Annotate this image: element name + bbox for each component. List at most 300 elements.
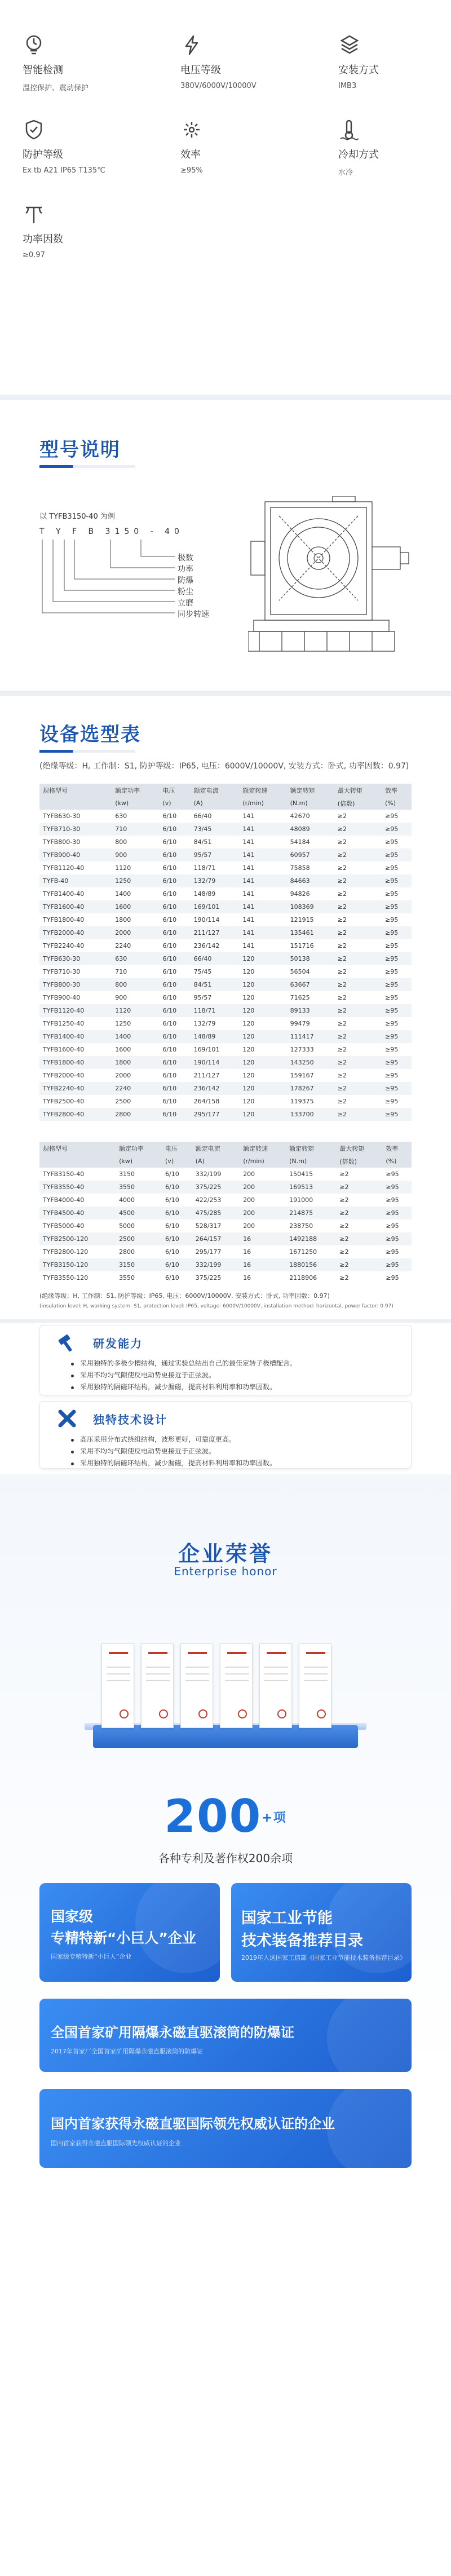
table-row xyxy=(39,978,412,991)
table-row xyxy=(39,1004,412,1017)
list-item: 采用不均匀气隙使反电动势更接近于正弦波。 xyxy=(71,1370,297,1380)
model-example: 以 TYFB3150-40 为例 xyxy=(39,512,115,521)
feature-title: 安装方式 xyxy=(338,64,379,76)
feature-title: 冷却方式 xyxy=(338,149,379,161)
table-cell: 1880156 xyxy=(289,1261,317,1269)
table-cell: 800 xyxy=(115,981,127,988)
table-cell: ≥2 xyxy=(339,1235,349,1243)
table-cell: 120 xyxy=(242,1085,255,1092)
table-row xyxy=(39,900,412,913)
table-cell: 75/45 xyxy=(193,968,212,975)
table-cell: ≥2 xyxy=(337,1098,347,1105)
cross-icon xyxy=(57,1408,77,1429)
table-row xyxy=(39,1095,412,1108)
table-cell: 6/10 xyxy=(165,1261,179,1269)
table-cell: ≥95 xyxy=(385,903,399,911)
table-cell: 75858 xyxy=(290,864,310,872)
table-cell: ≥2 xyxy=(337,1111,347,1118)
badge-title: 国内首家获得永磁直驱国际领先权威认证的企业 xyxy=(51,2116,335,2132)
table-cell: 120 xyxy=(242,1007,255,1014)
table-cell: TYFB2000-40 xyxy=(43,1072,85,1079)
section-divider xyxy=(0,1319,451,1323)
table-cell: 141 xyxy=(242,864,255,872)
table-cell: TYFB800-30 xyxy=(43,838,81,846)
table-cell: 200 xyxy=(243,1196,255,1204)
col-header: 最大转矩 xyxy=(339,1145,365,1152)
badge-subtitle: 2017年首家厂全国首家矿用隔爆永磁直驱滚筒的防爆证 xyxy=(51,2048,203,2055)
col-header: 额定功率 xyxy=(115,787,140,794)
table-cell: ≥2 xyxy=(337,812,347,820)
badge-subtitle: 2019年入选国家工信部《国家工业节能技术装备推荐目录》 xyxy=(241,1954,406,1961)
table-cell: 2000 xyxy=(115,1072,131,1079)
table-cell: 6/10 xyxy=(162,851,177,859)
table-cell: 211/127 xyxy=(193,1072,220,1079)
table-cell: TYFB5000-40 xyxy=(43,1222,85,1230)
table-cell: 190/114 xyxy=(193,1059,220,1066)
table-cell: ≥95 xyxy=(385,851,399,859)
table-cell: 94826 xyxy=(290,890,310,898)
feature-protection xyxy=(23,118,158,203)
table-cell: 422/253 xyxy=(195,1196,222,1204)
table-cell: ≥95 xyxy=(386,1209,399,1217)
table-cell: TYFB710-30 xyxy=(43,968,81,975)
list-item: 采用独特的多极少槽结构，通过实验总结出自己的最佳定转子极槽配合。 xyxy=(71,1358,297,1368)
table-unit-row xyxy=(39,797,412,810)
table-cell: 141 xyxy=(242,942,255,949)
col-header: 额定转矩 xyxy=(290,787,315,794)
table-row xyxy=(39,1030,412,1043)
table-cell: 900 xyxy=(115,851,127,859)
table-row xyxy=(39,1245,412,1258)
table-cell: 710 xyxy=(115,825,127,833)
card-header xyxy=(57,1332,143,1353)
section-divider xyxy=(0,691,451,696)
legend-item: 极数 xyxy=(178,554,193,563)
table-cell: 2000 xyxy=(115,929,131,936)
table-cell: 200 xyxy=(243,1170,255,1178)
table-cell: 2500 xyxy=(115,1098,131,1105)
table-cell: 332/199 xyxy=(195,1261,222,1269)
table-cell: 332/199 xyxy=(195,1170,222,1178)
table-cell: ≥95 xyxy=(386,1274,399,1282)
col-unit: (A) xyxy=(193,799,203,807)
col-header: 电压 xyxy=(162,787,175,794)
table-cell: ≥95 xyxy=(385,1046,399,1053)
table-cell: ≥2 xyxy=(337,1072,347,1079)
table-cell: TYFB900-40 xyxy=(43,851,81,859)
table-cell: 1400 xyxy=(115,1033,131,1040)
table-cell: 6/10 xyxy=(162,1020,177,1027)
honor-badge-international-cert xyxy=(39,2089,412,2168)
table-row xyxy=(39,1271,412,1284)
card-title: 独特技术设计 xyxy=(93,1412,167,1426)
table-cell: 141 xyxy=(242,929,255,936)
table-cell: 6/10 xyxy=(165,1209,179,1217)
list-item: 高压采用分布式绕组结构，波形更好，可靠度更高。 xyxy=(71,1434,276,1444)
card-title: 研发能力 xyxy=(93,1336,143,1350)
table-cell: 6/10 xyxy=(162,1059,177,1066)
col-header: 最大转矩 xyxy=(337,787,362,794)
table-cell: 2240 xyxy=(115,942,131,949)
table-cell: 66/40 xyxy=(193,812,212,820)
footnote-cn: (绝缘等级：H, 工作制：S1, 防护等级：IP65, 电压：6000V/10000V, 安装方式：卧式, 功率因数：0.97) xyxy=(39,1292,330,1300)
col-unit: (倍数) xyxy=(339,1157,357,1165)
selection-note: (绝缘等级：H, 工作制：S1, 防护等级：IP65, 电压：6000V/10000V, 安装方式：卧式, 功率因数：0.97) xyxy=(39,762,409,771)
table-cell: 200 xyxy=(243,1222,255,1230)
table-header-row xyxy=(39,784,412,797)
table-cell: 6/10 xyxy=(162,825,177,833)
table-cell: TYFB1600-40 xyxy=(43,903,85,911)
table-cell: ≥95 xyxy=(385,1033,399,1040)
tech-card xyxy=(39,1401,412,1469)
table-cell: ≥95 xyxy=(386,1261,399,1269)
table-cell: TYFB4500-40 xyxy=(43,1209,85,1217)
feature-title: 防护等级 xyxy=(23,149,63,161)
table-row xyxy=(39,887,412,900)
table-cell: TYFB3550-40 xyxy=(43,1183,85,1191)
col-unit: (倍数) xyxy=(337,799,355,807)
col-unit xyxy=(39,1155,116,1168)
table-row xyxy=(39,1069,412,1082)
table-cell: 141 xyxy=(242,877,255,885)
feature-value: 温控保护、震动保护 xyxy=(23,84,89,92)
legend-item: 同步转速 xyxy=(178,610,209,619)
badge-title-line2: 专精特新“小巨人”企业 xyxy=(51,1930,196,1946)
table-cell: 6/10 xyxy=(162,916,177,924)
table-cell: 6/10 xyxy=(165,1222,179,1230)
table-cell: 375/225 xyxy=(195,1274,222,1282)
table-cell: ≥95 xyxy=(385,994,399,1001)
table-cell: 127333 xyxy=(290,1046,314,1053)
table-cell: TYFB900-40 xyxy=(43,994,81,1001)
table-cell: 16 xyxy=(243,1274,251,1282)
col-header: 效率 xyxy=(385,787,397,794)
table-cell: ≥2 xyxy=(339,1248,349,1256)
table-cell: 120 xyxy=(242,1059,255,1066)
table-cell: ≥2 xyxy=(337,929,347,936)
patent-count-suffix: +项 xyxy=(262,1811,287,1825)
list-item: 采用不均匀气隙使反电动势更接近于正弦波。 xyxy=(71,1446,276,1456)
model-legend-lines xyxy=(39,538,186,617)
table-body xyxy=(39,810,412,1121)
table-cell: 6/10 xyxy=(162,1111,177,1118)
col-header: 效率 xyxy=(386,1145,399,1152)
honor-title: 企业荣誉 xyxy=(178,1541,273,1566)
list-item: 采用独特的隔磁环结构，减少漏磁，提高材料利用率和功率因数。 xyxy=(71,1382,297,1391)
table-row xyxy=(39,1194,412,1207)
table-cell: ≥2 xyxy=(339,1183,349,1191)
footnote-en: (insulation level: H, working system: S1, protection level: IP65, voltage: 6000V/10000V, installation method: horizontal, power factor: 0.97) xyxy=(39,1304,393,1309)
table-cell: ≥95 xyxy=(385,916,399,924)
table-cell: ≥2 xyxy=(339,1196,349,1204)
table-cell: 135461 xyxy=(290,929,314,936)
selection-section-title: 设备选型表 xyxy=(39,723,141,746)
col-unit: (r/min) xyxy=(243,1157,264,1165)
table-cell: 169/101 xyxy=(193,1046,220,1053)
feature-value: 380V/6000V/10000V xyxy=(180,82,257,90)
table-cell: 169/101 xyxy=(193,903,220,911)
feature-cooling xyxy=(338,118,451,203)
table-cell: TYFB1120-40 xyxy=(43,864,85,872)
table-cell: 121915 xyxy=(290,916,314,924)
table-cell: ≥2 xyxy=(337,1020,347,1027)
shield-icon xyxy=(23,118,45,141)
table-cell: 84663 xyxy=(290,877,310,885)
table-cell: ≥95 xyxy=(385,981,399,988)
col-header: 规格型号 xyxy=(43,1145,68,1152)
table-cell: 108369 xyxy=(290,903,314,911)
table-cell: 211/127 xyxy=(193,929,220,936)
table-cell: TYFB2240-40 xyxy=(43,942,85,949)
table-cell: 6/10 xyxy=(162,1072,177,1079)
table-cell: 4500 xyxy=(119,1209,135,1217)
certificate-stage xyxy=(85,1607,366,1759)
table-cell: ≥95 xyxy=(386,1183,399,1191)
table-cell: 120 xyxy=(242,1098,255,1105)
table-cell: 475/285 xyxy=(195,1209,222,1217)
table-row xyxy=(39,1219,412,1232)
table-cell: ≥95 xyxy=(385,955,399,962)
table-row xyxy=(39,926,412,939)
col-header: 额定转速 xyxy=(243,1145,268,1152)
cooling-icon xyxy=(338,118,361,141)
table-cell: 236/142 xyxy=(193,1085,220,1092)
card-list xyxy=(71,1358,297,1394)
table-cell: 1250 xyxy=(115,1020,131,1027)
table-cell: ≥95 xyxy=(385,1059,399,1066)
table-cell: ≥2 xyxy=(337,1059,347,1066)
rd-card xyxy=(39,1325,412,1395)
table-cell: 4000 xyxy=(119,1196,135,1204)
table-cell: 3150 xyxy=(119,1261,135,1269)
badge-title-line2: 技术装备推荐目录 xyxy=(241,1932,363,1950)
table-row xyxy=(39,874,412,887)
table-cell: 71625 xyxy=(290,994,310,1001)
table-header-row xyxy=(39,1142,412,1155)
badge-subtitle: 国内首家获得永磁直驱国际领先权威认证的企业 xyxy=(51,2140,181,2147)
table-cell: TYFB3550-120 xyxy=(43,1274,89,1282)
badge-title-line1: 国家级 xyxy=(51,1908,94,1925)
table-cell: TYFB1400-40 xyxy=(43,1033,85,1040)
table-cell: TYFB630-30 xyxy=(43,955,81,962)
certificate-image xyxy=(101,1643,134,1728)
section-underline xyxy=(39,750,135,753)
table-cell: 200 xyxy=(243,1183,255,1191)
table-cell: ≥95 xyxy=(385,890,399,898)
table-cell: 111417 xyxy=(290,1033,314,1040)
table-cell: 6/10 xyxy=(162,968,177,975)
table-cell: ≥95 xyxy=(386,1222,399,1230)
model-legend xyxy=(178,553,209,620)
voltage-icon xyxy=(180,34,203,56)
card-header xyxy=(57,1408,167,1429)
section-divider xyxy=(0,395,451,400)
col-unit: (N.m) xyxy=(290,799,308,807)
table-cell: 6/10 xyxy=(162,890,177,898)
table-cell: 2500 xyxy=(119,1235,135,1243)
selection-table-2 xyxy=(39,1142,412,1284)
table-cell: ≥2 xyxy=(337,877,347,885)
feature-title: 智能检测 xyxy=(23,64,63,76)
table-cell: 120 xyxy=(242,981,255,988)
legend-item: 防爆 xyxy=(178,576,193,585)
table-cell: 264/158 xyxy=(193,1098,220,1105)
table-cell: 1120 xyxy=(115,1007,131,1014)
table-cell: ≥95 xyxy=(386,1170,399,1178)
table-cell: ≥95 xyxy=(385,1072,399,1079)
table-cell: ≥95 xyxy=(386,1196,399,1204)
col-unit: (A) xyxy=(195,1157,205,1165)
table-cell: ≥95 xyxy=(386,1248,399,1256)
table-cell: 3550 xyxy=(119,1183,135,1191)
table-cell: 6/10 xyxy=(165,1235,179,1243)
table-cell: 1400 xyxy=(115,890,131,898)
feature-value: Ex tb A21 IP65 T135℃ xyxy=(23,166,105,175)
feature-value: IMB3 xyxy=(338,82,357,90)
certificate-image xyxy=(299,1643,331,1728)
table-cell: 42670 xyxy=(290,812,310,820)
table-cell: ≥95 xyxy=(385,968,399,975)
table-cell: TYFB2000-40 xyxy=(43,929,85,936)
badge-subtitle: 国家级专精特新“小巨人”企业 xyxy=(51,1953,132,1960)
table-row xyxy=(39,991,412,1004)
table-unit-row xyxy=(39,1155,412,1168)
table-cell: 800 xyxy=(115,838,127,846)
table-cell: 1600 xyxy=(115,903,131,911)
table-cell: ≥95 xyxy=(385,1020,399,1027)
table-cell: ≥95 xyxy=(385,1098,399,1105)
table-cell: 238750 xyxy=(289,1222,313,1230)
table-row xyxy=(39,965,412,978)
table-cell: 630 xyxy=(115,812,127,820)
table-cell: 169513 xyxy=(289,1183,313,1191)
patent-count-number: 200 xyxy=(164,1790,262,1842)
table-cell: TYFB630-30 xyxy=(43,812,81,820)
table-cell: 200 xyxy=(243,1209,255,1217)
table-cell: ≥2 xyxy=(337,994,347,1001)
table-cell: 6/10 xyxy=(162,955,177,962)
table-cell: ≥95 xyxy=(385,877,399,885)
table-cell: 141 xyxy=(242,903,255,911)
table-row xyxy=(39,1207,412,1219)
table-cell: ≥95 xyxy=(385,838,399,846)
table-cell: 16 xyxy=(243,1261,251,1269)
feature-voltage xyxy=(180,34,316,118)
efficiency-icon xyxy=(180,118,203,141)
smart-detect-icon xyxy=(23,34,45,56)
table-cell: ≥95 xyxy=(385,942,399,949)
table-cell: TYFB800-30 xyxy=(43,981,81,988)
model-explanation xyxy=(39,496,412,665)
table-cell: 3550 xyxy=(119,1274,135,1282)
table-cell: 1671250 xyxy=(289,1248,317,1256)
col-unit: (%) xyxy=(385,799,396,807)
feature-value: ≥0.97 xyxy=(23,251,45,259)
table-cell: 6/10 xyxy=(162,942,177,949)
table-cell: 66/40 xyxy=(193,955,212,962)
table-cell: ≥2 xyxy=(337,825,347,833)
table-cell: ≥2 xyxy=(337,981,347,988)
table-cell: 2240 xyxy=(115,1085,131,1092)
table-row xyxy=(39,861,412,874)
col-header: 额定转速 xyxy=(242,787,268,794)
table-cell: 1800 xyxy=(115,916,131,924)
table-cell: 73/45 xyxy=(193,825,212,833)
table-cell: TYFB1800-40 xyxy=(43,916,85,924)
honor-badge-explosion-proof xyxy=(39,1999,412,2072)
col-unit: (r/min) xyxy=(242,799,264,807)
table-cell: 295/177 xyxy=(195,1248,222,1256)
table-cell: 2800 xyxy=(119,1248,135,1256)
table-cell: 1800 xyxy=(115,1059,131,1066)
table-cell: TYFB1800-40 xyxy=(43,1059,85,1066)
table-cell: 118/71 xyxy=(193,1007,216,1014)
table-cell: TYFB-40 xyxy=(43,877,69,885)
table-cell: 120 xyxy=(242,968,255,975)
table-row xyxy=(39,823,412,836)
table-cell: 118/71 xyxy=(193,864,216,872)
table-cell: ≥95 xyxy=(385,1007,399,1014)
table-cell: 89133 xyxy=(290,1007,310,1014)
table-cell: 6/10 xyxy=(162,929,177,936)
table-cell: 141 xyxy=(242,825,255,833)
table-cell: 1492188 xyxy=(289,1235,317,1243)
table-row xyxy=(39,1168,412,1181)
feature-value: ≥95% xyxy=(180,166,203,175)
col-header: 电压 xyxy=(165,1145,178,1152)
feature-install xyxy=(338,34,451,118)
table-cell: ≥95 xyxy=(385,812,399,820)
table-cell: 6/10 xyxy=(165,1183,179,1191)
section-underline xyxy=(39,465,135,468)
table-cell: 630 xyxy=(115,955,127,962)
table-cell: 6/10 xyxy=(162,1007,177,1014)
model-code: T Y F B 3150 - 40 xyxy=(39,527,184,536)
table-cell: 120 xyxy=(242,994,255,1001)
table-cell: TYFB3150-120 xyxy=(43,1261,89,1269)
col-header: 额定电流 xyxy=(195,1145,220,1152)
table-cell: ≥2 xyxy=(339,1170,349,1178)
list-item: 采用独特的隔磁环结构，减少漏磁，提高材料利用率和功率因数。 xyxy=(71,1458,276,1468)
table-row xyxy=(39,952,412,965)
table-cell: TYFB1400-40 xyxy=(43,890,85,898)
col-unit: (%) xyxy=(386,1157,397,1165)
table-cell: 295/177 xyxy=(193,1111,220,1118)
table-cell: 6/10 xyxy=(162,981,177,988)
table-cell: 84/51 xyxy=(193,981,212,988)
table-row xyxy=(39,1082,412,1095)
table-cell: 16 xyxy=(243,1235,251,1243)
table-cell: 6/10 xyxy=(162,1098,177,1105)
table-cell: 528/317 xyxy=(195,1222,222,1230)
col-header: 额定电流 xyxy=(193,787,219,794)
table-cell: 2800 xyxy=(115,1111,131,1118)
table-cell: ≥2 xyxy=(339,1261,349,1269)
table-cell: ≥95 xyxy=(385,825,399,833)
table-cell: 141 xyxy=(242,812,255,820)
table-cell: 95/57 xyxy=(193,994,212,1001)
table-cell: 120 xyxy=(242,1020,255,1027)
table-cell: ≥95 xyxy=(385,929,399,936)
install-icon xyxy=(338,34,361,56)
table-cell: 148/89 xyxy=(193,890,216,898)
feature-value: 水冷 xyxy=(338,169,353,177)
table-row xyxy=(39,1258,412,1271)
table-cell: 6/10 xyxy=(165,1274,179,1282)
table-cell: 191000 xyxy=(289,1196,313,1204)
legend-item: 粉尘 xyxy=(178,587,193,596)
table-cell: 56504 xyxy=(290,968,310,975)
